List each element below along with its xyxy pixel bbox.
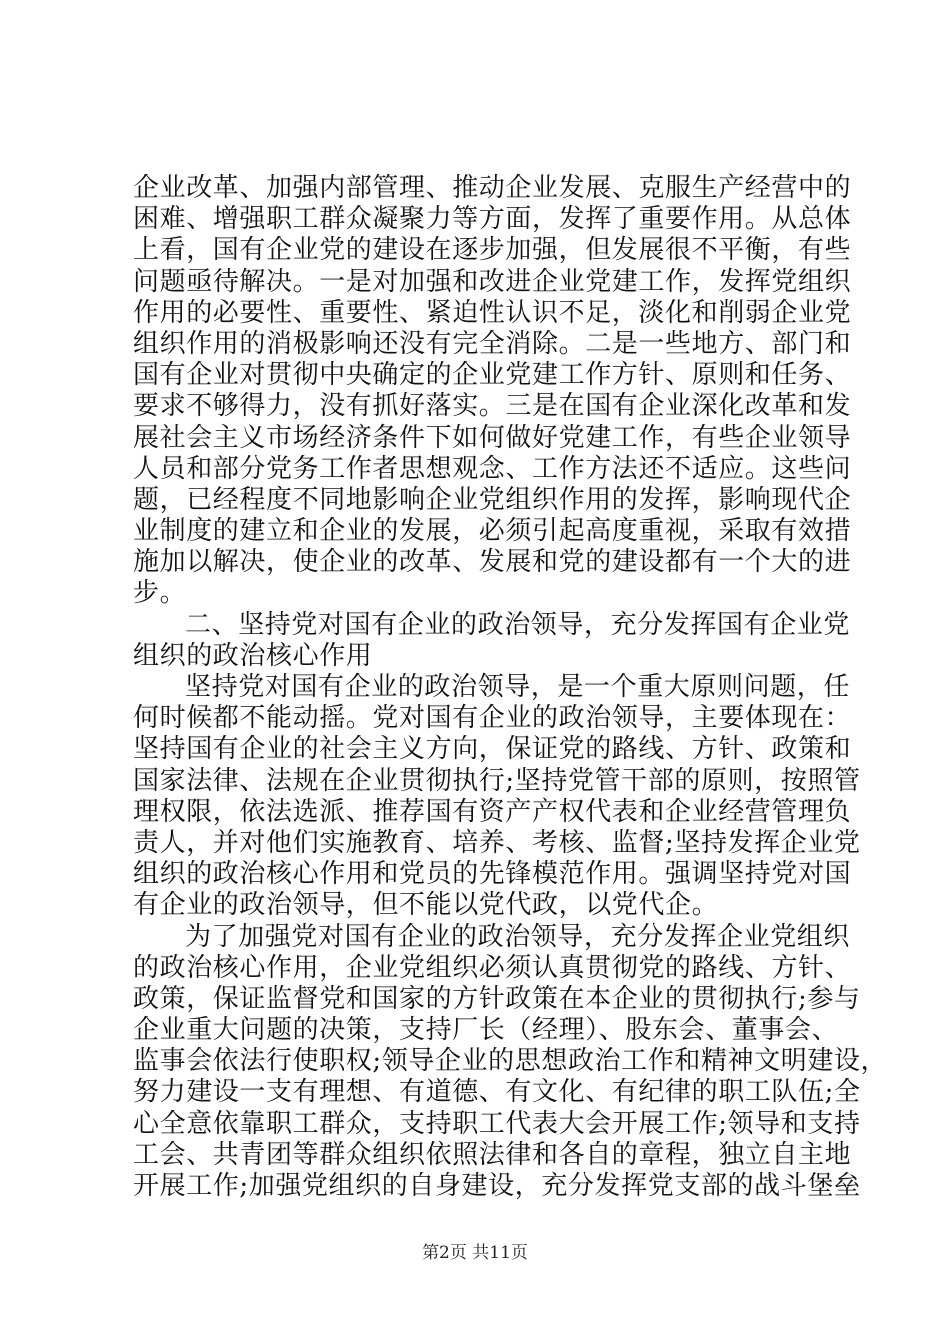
document-body xyxy=(133,173,888,1202)
text-line: 国家法律、法规在企业贯彻执行;坚持党管干部的原则，按照管 xyxy=(133,765,861,796)
text-line: 理权限，依法选派、推荐国有资产产权代表和企业经营管理负 xyxy=(133,796,852,827)
text-line: 工会、共青团等群众组织依照法律和各自的章程，独立自主地 xyxy=(133,1139,852,1170)
text-line: 心全意依靠职工群众，支持职工代表大会开展工作;领导和支持 xyxy=(133,1108,861,1139)
text-line: 责人，并对他们实施教育、培养、考核、监督;坚持发挥企业党 xyxy=(133,827,861,858)
text-line: 业制度的建立和企业的发展，必须引起高度重视，采取有效措 xyxy=(133,516,852,547)
text-line: 的政治核心作用，企业党组织必须认真贯彻党的路线、方针、 xyxy=(133,952,852,983)
text-line: 题，已经程度不同地影响企业党组织作用的发挥，影响现代企 xyxy=(133,484,852,515)
text-line: 企业重大问题的决策，支持厂长（经理）、股东会、董事会、 xyxy=(133,1015,839,1046)
text-line: 有企业的政治领导，但不能以党代政，以党代企。 xyxy=(133,890,719,921)
section-heading-line: 组织的政治核心作用 xyxy=(133,640,373,671)
text-line: 人员和部分党务工作者思想观念、工作方法还不适应。这些问 xyxy=(133,453,852,484)
section-heading-line: 二、坚持党对国有企业的政治领导，充分发挥国有企业党 xyxy=(185,609,851,640)
page-number-footer: 第2页 共11页 xyxy=(422,1243,528,1263)
text-line: 问题亟待解决。一是对加强和改进企业党建工作，发挥党组织 xyxy=(133,266,852,297)
text-line: 政策，保证监督党和国家的方针政策在本企业的贯彻执行;参与 xyxy=(133,983,861,1014)
text-line: 作用的必要性、重要性、紧迫性认识不足，淡化和削弱企业党 xyxy=(133,297,852,328)
text-line: 组织作用的消极影响还没有完全消除。二是一些地方、部门和 xyxy=(133,328,852,359)
text-line: 组织的政治核心作用和党员的先锋模范作用。强调坚持党对国 xyxy=(133,859,852,890)
text-line: 为了加强党对国有企业的政治领导，充分发挥企业党组织 xyxy=(185,921,851,952)
text-line: 监事会依法行使职权;领导企业的思想政治工作和精神文明建设， xyxy=(133,1046,888,1077)
text-line: 上看，国有企业党的建设在逐步加强，但发展很不平衡，有些 xyxy=(133,235,852,266)
text-line: 坚持党对国有企业的政治领导，是一个重大原则问题，任 xyxy=(185,672,851,702)
text-line: 展社会主义市场经济条件下如何做好党建工作，有些企业领导 xyxy=(133,422,852,453)
text-line: 国有企业对贯彻中央确定的企业党建工作方针、原则和任务、 xyxy=(133,360,852,391)
text-line: 坚持国有企业的社会主义方向，保证党的路线、方针、政策和 xyxy=(133,734,852,765)
text-line: 要求不够得力，没有抓好落实。三是在国有企业深化改革和发 xyxy=(133,391,852,422)
text-line: 困难、增强职工群众凝聚力等方面，发挥了重要作用。从总体 xyxy=(133,204,852,235)
text-line: 开展工作;加强党组织的自身建设，充分发挥党支部的战斗堡垒 xyxy=(133,1171,861,1201)
text-line: 企业改革、加强内部管理、推动企业发展、克服生产经营中的 xyxy=(133,173,852,203)
text-line: 何时候都不能动摇。党对国有企业的政治领导，主要体现在： xyxy=(133,703,852,734)
text-line: 步。 xyxy=(133,578,187,609)
text-line: 施加以解决，使企业的改革、发展和党的建设都有一个大的进 xyxy=(133,547,852,578)
text-line: 努力建设一支有理想、有道德、有文化、有纪律的职工队伍;全 xyxy=(133,1077,861,1108)
